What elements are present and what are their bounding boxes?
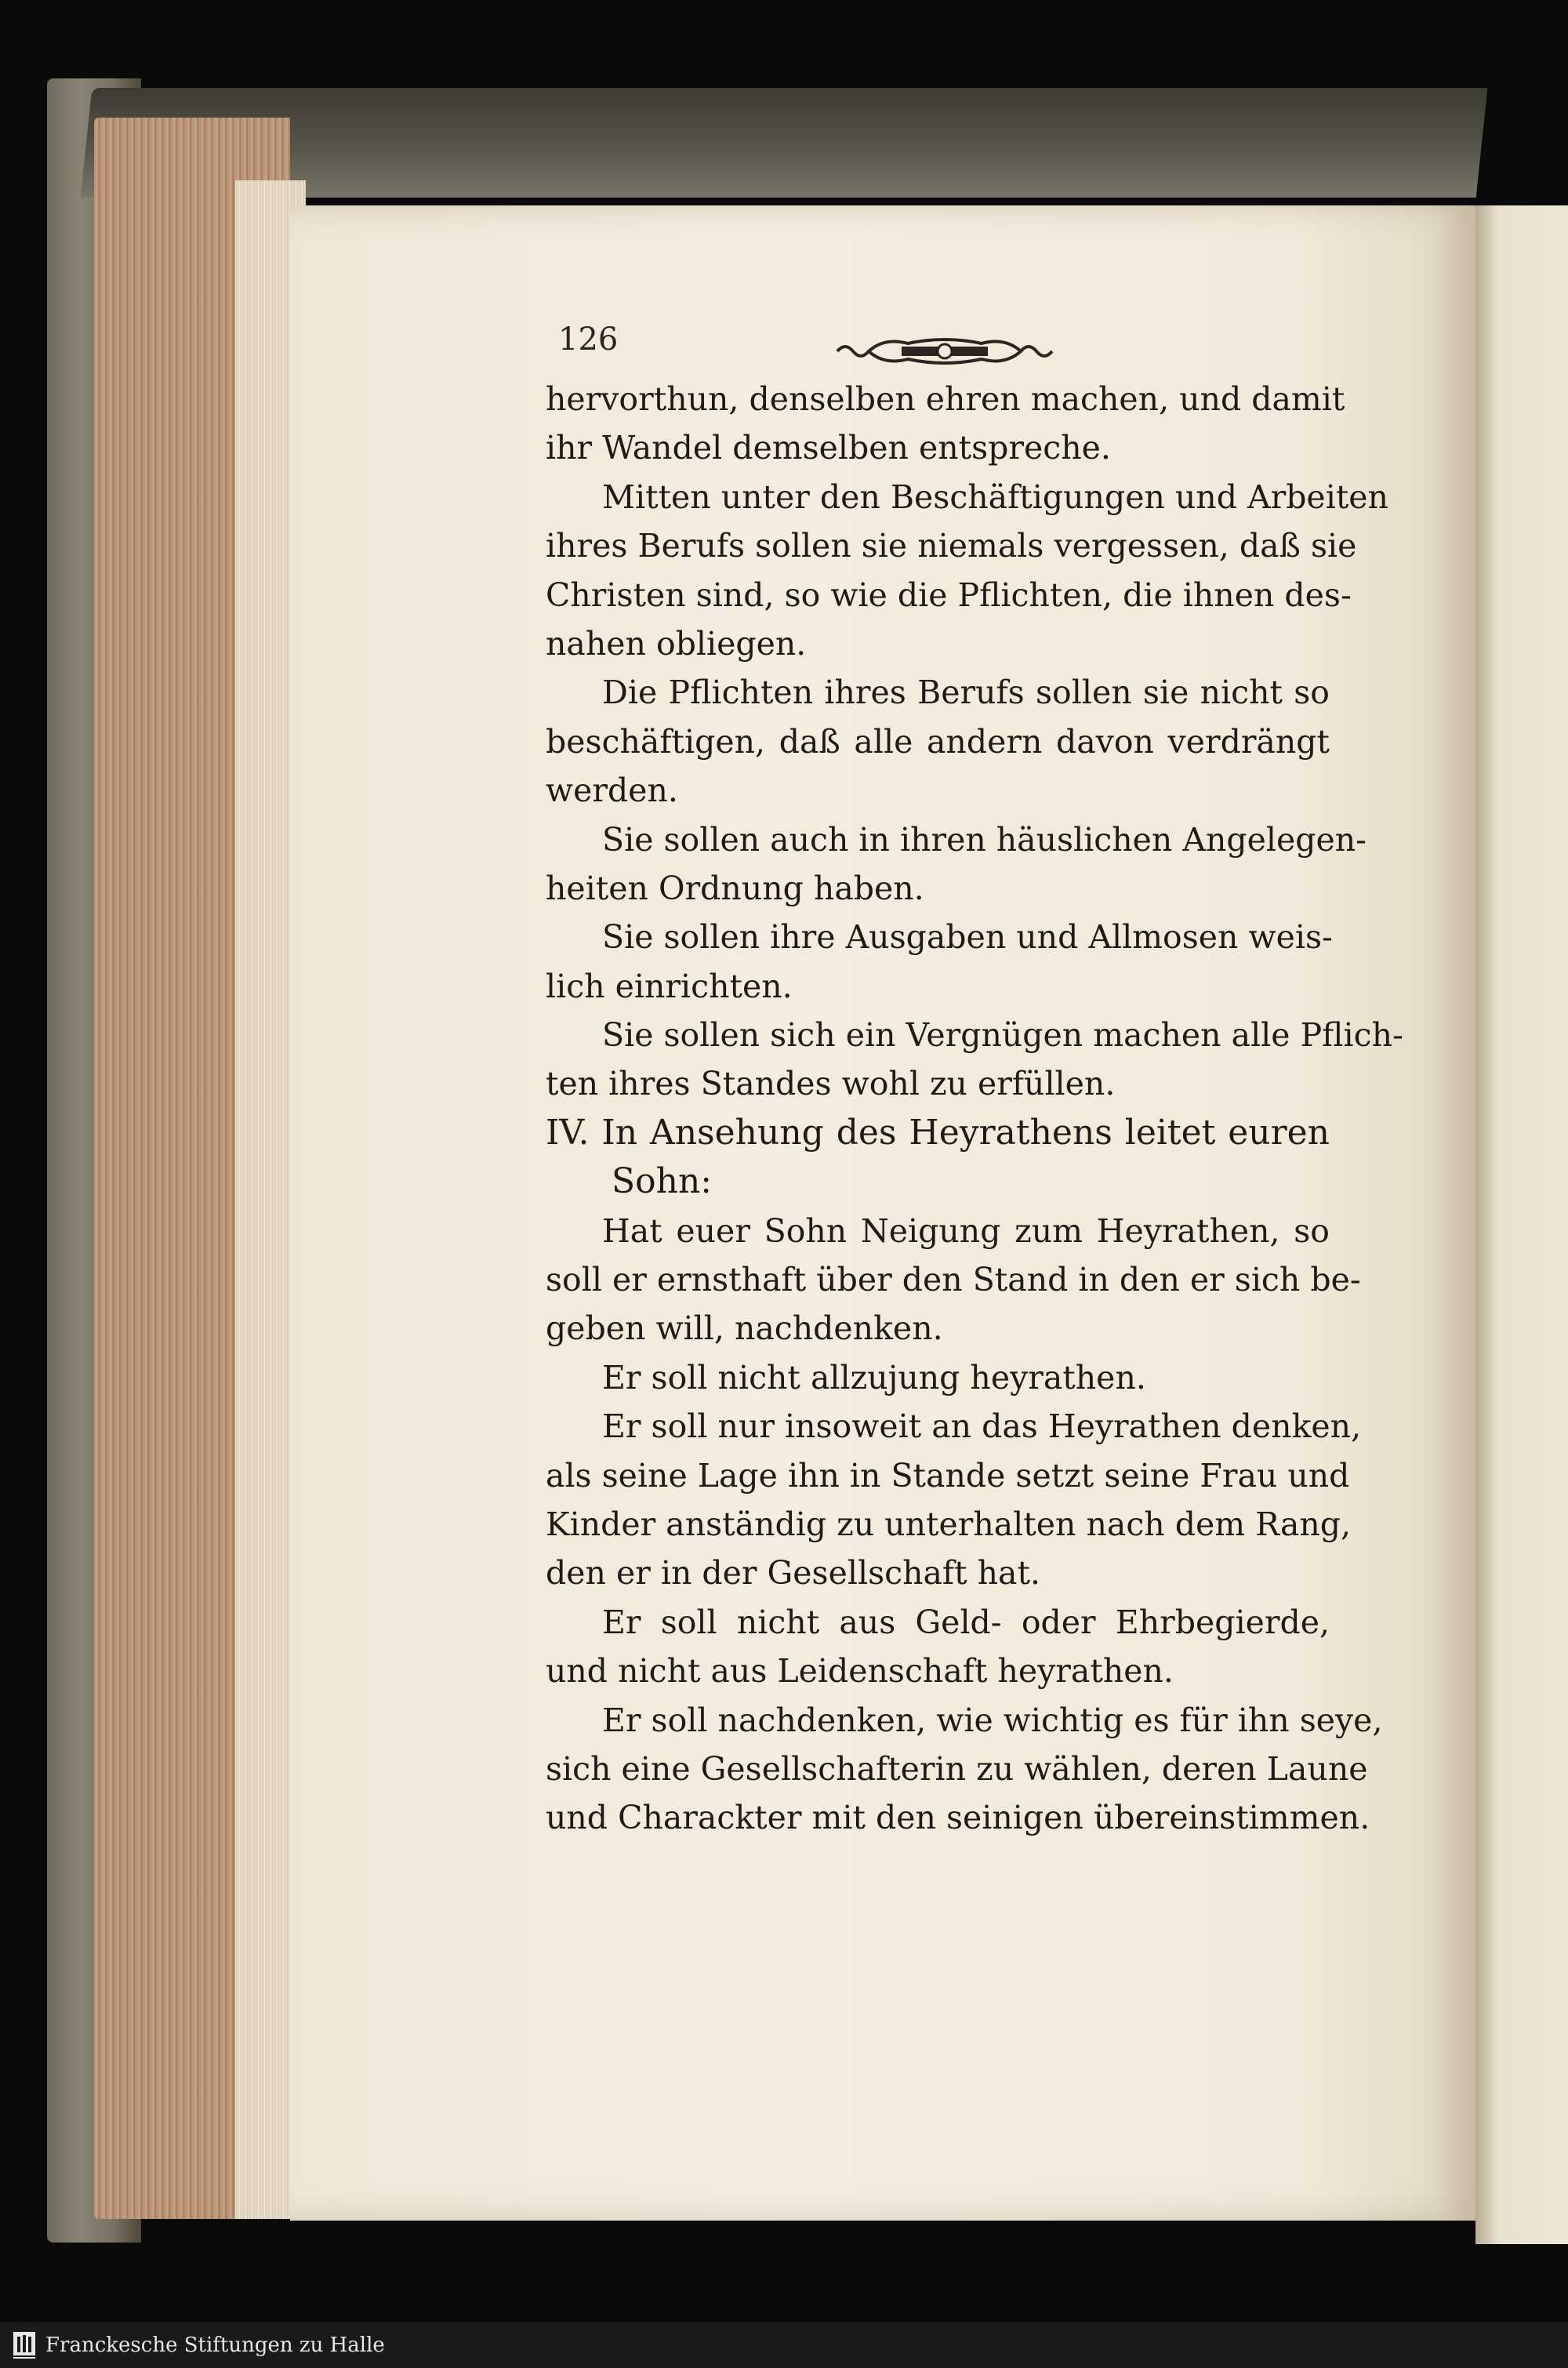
- text-line: als seine Lage ihn in Stande setzt seine Frau und: [546, 1456, 1350, 1495]
- text-line: lich einrichten.: [546, 967, 793, 1005]
- text-line: und Charackter mit den seinigen übereinstimmen.: [546, 1799, 1370, 1837]
- text-line: nahen obliegen.: [546, 624, 807, 663]
- text-line: Mitten unter den Beschäftigungen und Arbeiten: [602, 478, 1388, 516]
- text-line: Sie sollen sich ein Vergnügen machen alle Pflich-: [602, 1016, 1403, 1055]
- text-line: ten ihres Standes wohl zu erfüllen.: [546, 1065, 1116, 1103]
- text-line: heiten Ordnung haben.: [546, 869, 924, 907]
- text-line: hervorthun, denselben ehren machen, und damit: [546, 380, 1345, 418]
- text-line: ihres Berufs sollen sie niemals vergessen, daß sie: [546, 527, 1357, 565]
- text-line: Sie sollen ihre Ausgaben und Allmosen weis-: [602, 918, 1333, 957]
- section-heading-continuation: Sohn:: [612, 1161, 713, 1202]
- text-line: Kinder anständig zu unterhalten nach dem Rang,: [546, 1505, 1352, 1543]
- section-heading: IV. In Ansehung des Heyrathens leitet euren: [546, 1112, 1330, 1153]
- text-line: und nicht aus Leidenschaft heyrathen.: [546, 1652, 1174, 1691]
- text-line: Er soll nur insoweit an das Heyrathen denken,: [602, 1407, 1362, 1446]
- text-line: Christen sind, so wie die Pflichten, die ihnen des-: [546, 576, 1352, 614]
- text-line: sich eine Gesellschafterin zu wählen, deren Laune: [546, 1749, 1368, 1788]
- text-line: geben will, nachdenken.: [546, 1309, 943, 1348]
- page-number: 126: [558, 321, 619, 358]
- facing-page-edge: [1475, 205, 1568, 2244]
- text-line: soll er ernsthaft über den Stand in den er sich be-: [546, 1261, 1361, 1299]
- text-line: Er soll nachdenken, wie wichtig es für ihn seye,: [602, 1701, 1383, 1739]
- text-line: Sie sollen auch in ihren häuslichen Angelegen-: [602, 820, 1367, 859]
- text-line: Hat euer Sohn Neigung zum Heyrathen, so: [602, 1211, 1330, 1250]
- text-line: ihr Wandel demselben entspreche.: [546, 429, 1111, 467]
- text-line: Die Pflichten ihres Berufs sollen sie nicht so: [602, 674, 1330, 712]
- franckesche-stiftungen-logo-icon: [11, 2330, 38, 2360]
- footer-credit: Franckesche Stiftungen zu Halle: [45, 2333, 385, 2357]
- body-text: [546, 375, 1403, 1843]
- text-line: Er soll nicht aus Geld- oder Ehrbegierde,: [602, 1603, 1330, 1641]
- text-line: Er soll nicht allzujung heyrathen.: [602, 1358, 1146, 1396]
- text-line: beschäftigen, daß alle andern davon verdrängt: [546, 722, 1330, 761]
- header-ornament-icon: [831, 332, 1058, 370]
- text-line: den er in der Gesellschaft hat.: [546, 1554, 1040, 1593]
- text-line: werden.: [546, 772, 678, 810]
